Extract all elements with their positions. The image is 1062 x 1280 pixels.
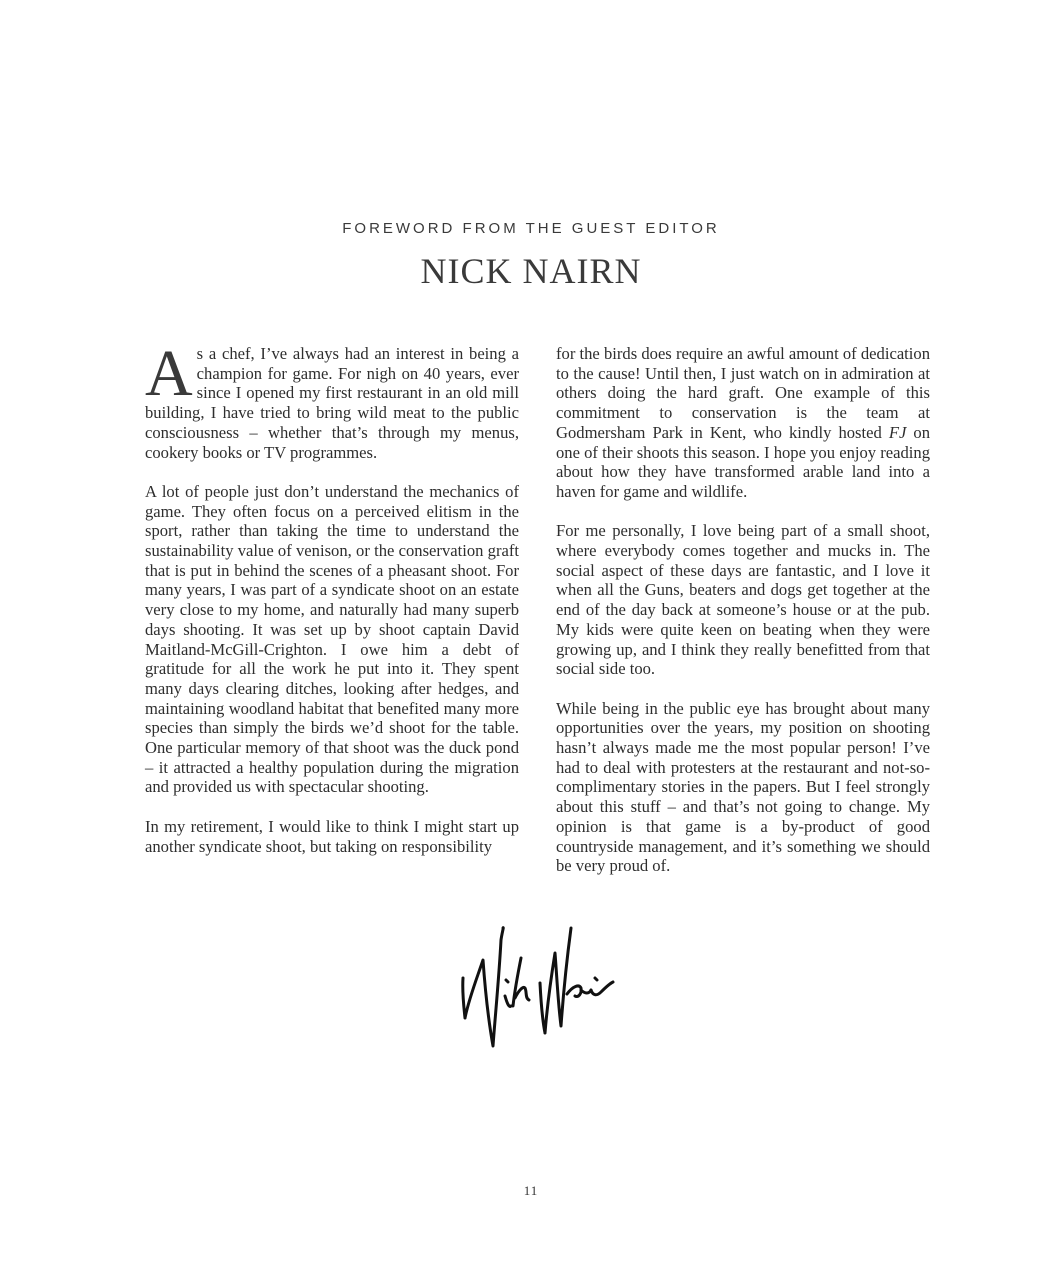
paragraph-3: In my retirement, I would like to think I might start up another syndicate shoot, but taking on responsibility xyxy=(145,816,519,856)
paragraph-4-text-b: on one of their shoots this season. I hope you enjoy reading about how they have transformed arable land into a haven for game and wildlife. xyxy=(556,422,930,501)
paragraph-1 xyxy=(145,337,519,462)
paragraph-1-text: s a chef, I’ve always had an interest in being a champion for game. For nigh on 40 years, ever since I opened my first restaurant in an old mill building, I have tried to bring wild meat to the public consciousness – whether that’s through my menus, cookery books or TV programmes. xyxy=(145,344,519,462)
drop-cap: A xyxy=(145,337,193,410)
section-kicker: FOREWORD FROM THE GUEST EDITOR xyxy=(342,220,720,237)
paragraph-5: For me personally, I love being part of a small shoot, where everybody comes together and mucks in. The social aspect of these days are fantastic, and I love it when all the Guns, beaters and dogs get together at the end of the day back at someone’s house or at the pub. My kids were quite keen on beating when they were growing up, and I think they really benefitted from that social side too. xyxy=(556,521,930,679)
paragraph-4 xyxy=(556,344,930,502)
paragraph-4-text-a: for the birds does require an awful amount of dedication to the cause! Until then, I just watch on in admiration at others doing the hard graft. One example of this commitment to conservation is the team at Godmersham Park in Kent, who kindly hosted xyxy=(556,344,930,442)
paragraph-6: While being in the public eye has brought about many opportunities over the years, my position on shooting hasn’t always made me the most popular person! I’ve had to deal with protesters at the restaurant and not-so-complimentary stories in the papers. But I feel strongly about this stuff – and that’s not going to change. My opinion is that game is a by-product of good countryside management, and it’s something we should be very proud of. xyxy=(556,698,930,876)
signature-icon xyxy=(455,918,620,1058)
magazine-name: FJ xyxy=(888,422,907,442)
article-column-right xyxy=(556,344,930,896)
article-column-left xyxy=(145,337,519,876)
page-title: NICK NAIRN xyxy=(420,251,642,291)
page-number: 11 xyxy=(523,1183,539,1198)
paragraph-2: A lot of people just don’t understand the mechanics of game. They often focus on a perceived elitism in the sport, rather than taking the time to understand the sustainability value of venison, or the conservation graft that is put in behind the scenes of a pheasant shoot. For many years, I was part of a syndicate shoot on an estate very close to my home, and naturally had many superb days shooting. It was set up by shoot captain David Maitland-McGill-Crighton. I owe him a debt of gratitude for all the work he put into it. They spent many days clearing ditches, looking after hedges, and maintaining woodland habitat that benefited many more species than simply the birds we’d shoot for the table. One particular memory of that shoot was the duck pond – it attracted a healthy population during the migration and provided us with spectacular shooting. xyxy=(145,481,519,797)
